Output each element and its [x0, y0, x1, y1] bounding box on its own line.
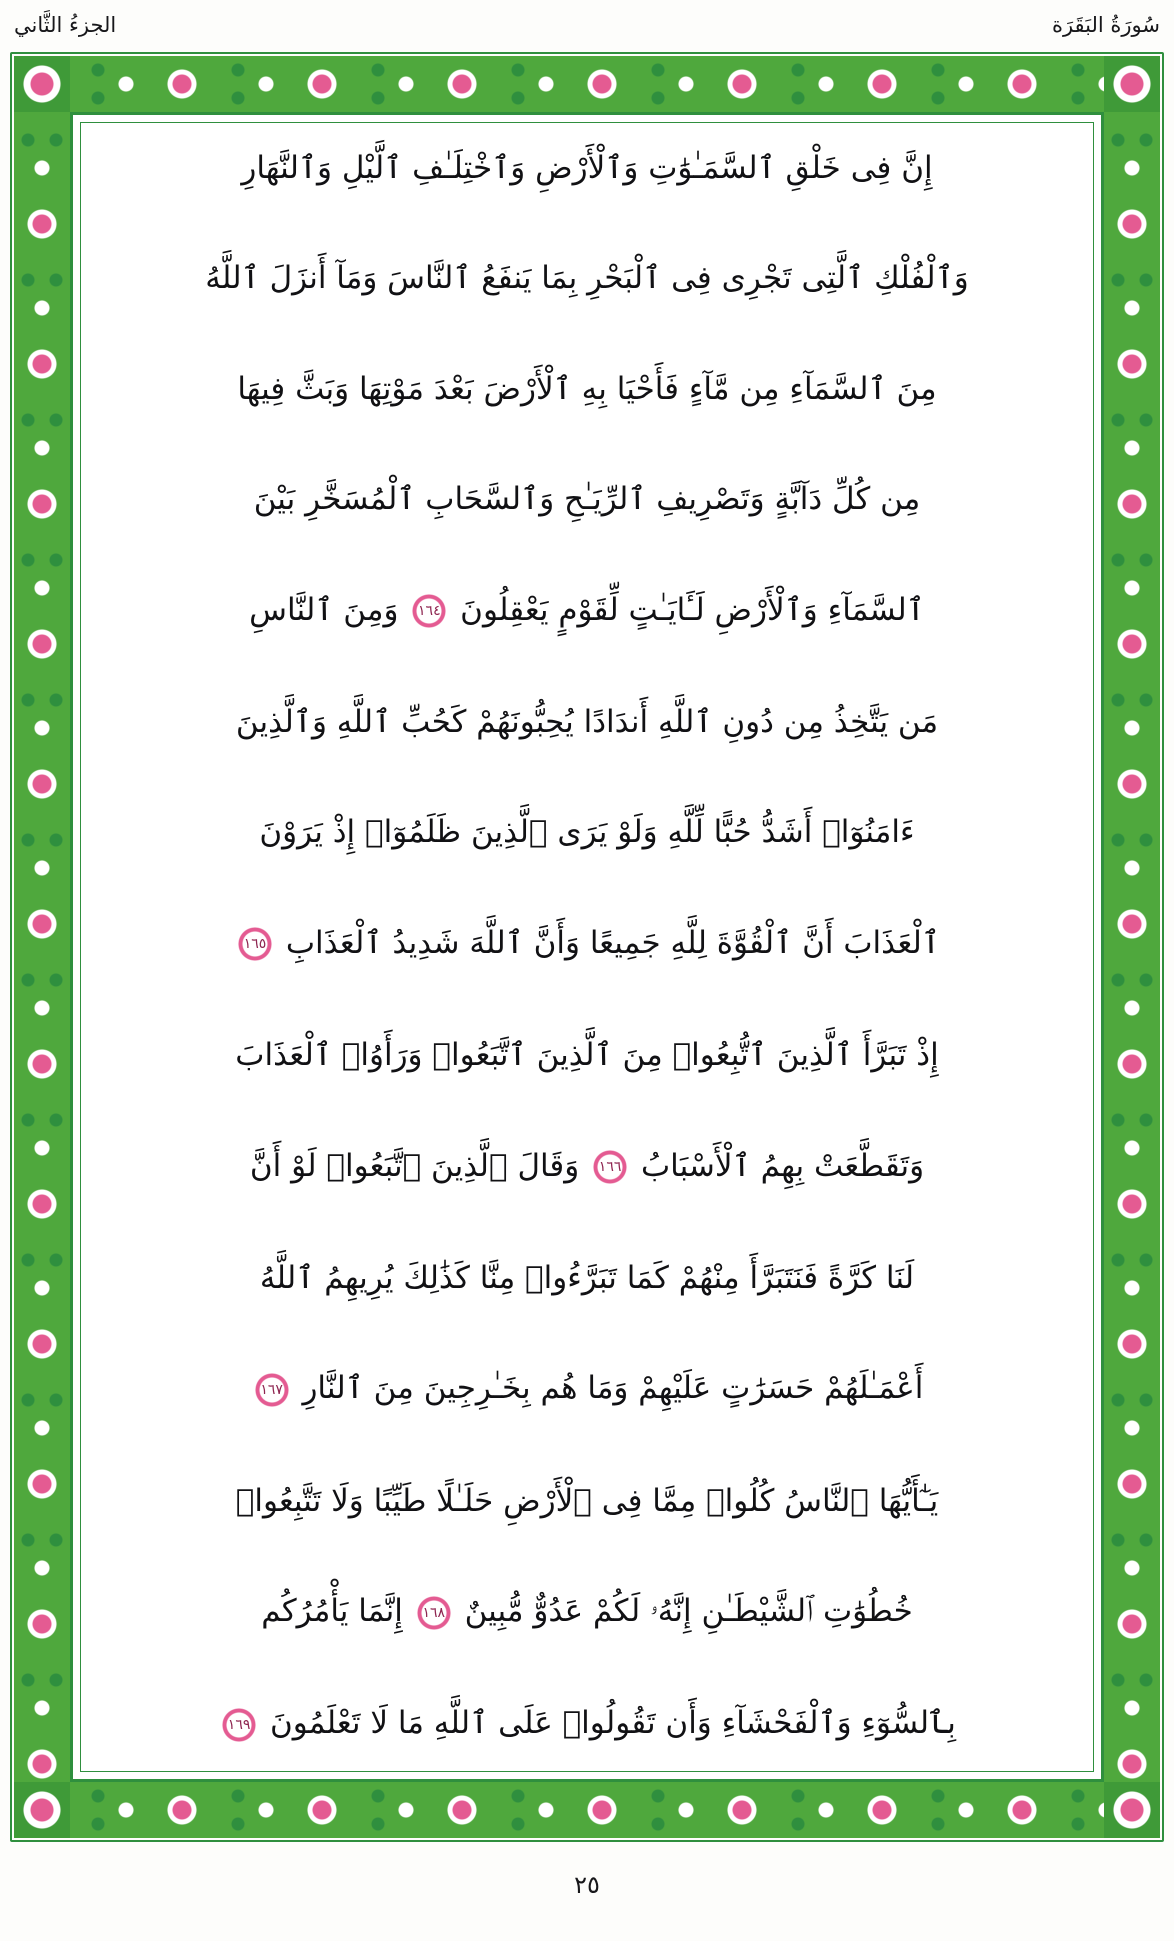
- ayah-number-marker: ١٦٨: [417, 1596, 451, 1630]
- ayah-line: [100, 1039, 1074, 1072]
- ayah-text: ٱلْعَذَابَ أَنَّ ٱلْقُوَّةَ لِلَّهِ جَمِيعًا وَأَنَّ ٱللَّهَ شَدِيدُ ٱلْعَذَابِ: [285, 924, 941, 961]
- ayah-line: [100, 1707, 1074, 1742]
- ayah-text-continued: إِنَّمَا يَأْمُرُكُم: [261, 1593, 403, 1630]
- ayah-line: [100, 703, 1074, 740]
- ayah-text: إِذْ تَبَرَّأَ ٱلَّذِينَ ٱتُّبِعُوا۟ مِنَ ٱلَّذِينَ ٱتَّبَعُوا۟ وَرَأَوُا۟ ٱلْعَذَابَ: [235, 1037, 939, 1074]
- surah-label: سُورَةُ البَقَرَة: [1051, 13, 1160, 38]
- ayah-line: [100, 1595, 1074, 1630]
- ayah-text: وَتَقَطَّعَتْ بِهِمُ ٱلْأَسْبَابُ: [640, 1147, 925, 1184]
- ayah-number-marker: ١٦٧: [255, 1373, 289, 1407]
- ayah-text: يَـٰٓأَيُّهَا ٱلنَّاسُ كُلُوا۟ مِمَّا فِى ٱلْأَرْضِ حَلَـٰلًا طَيِّبًا وَلَا تَتَّبِعُوا۟: [235, 1482, 939, 1519]
- ayah-text-continued: وَمِنَ ٱلنَّاسِ: [249, 591, 399, 628]
- ayah-number-marker: ١٦٥: [238, 927, 272, 961]
- ayah-text: ءَامَنُوٓا۟ أَشَدُّ حُبًّا لِّلَّهِ وَلَوْ يَرَى ٱلَّذِينَ ظَلَمُوٓا۟ إِذْ يَرَوْنَ: [259, 814, 915, 851]
- ayah-text: ٱلسَّمَآءِ وَٱلْأَرْضِ لَـَٔايَـٰتٍ لِّقَوْمٍ يَعْقِلُونَ: [460, 591, 925, 628]
- ayah-number-marker: ١٦٩: [222, 1708, 256, 1742]
- ayah-text: بِٱلسُّوٓءِ وَٱلْفَحْشَآءِ وَأَن تَقُولُوا۟ عَلَى ٱللَّهِ مَا لَا تَعْلَمُونَ: [269, 1705, 956, 1742]
- ayah-text: مِن كُلِّ دَآبَّةٍ وَتَصْرِيفِ ٱلرِّيَـٰحِ وَٱلسَّحَابِ ٱلْمُسَخَّرِ بَيْنَ: [253, 481, 921, 518]
- ayah-text: أَعْمَـٰلَهُمْ حَسَرَٰتٍ عَلَيْهِمْ وَمَا هُم بِخَـٰرِجِينَ مِنَ ٱلنَّارِ: [302, 1370, 924, 1407]
- ayah-text: مِنَ ٱلسَّمَآءِ مِن مَّآءٍ فَأَحْيَا بِهِ ٱلْأَرْضَ بَعْدَ مَوْتِهَا وَبَثَّ فِيهَا: [237, 370, 937, 407]
- ayah-line: [100, 591, 1074, 629]
- quran-text-block: [94, 136, 1080, 1758]
- ayah-text: خُطُوَٰتِ ٱلشَّيْطَـٰنِ إِنَّهُۥ لَكُمْ عَدُوٌّ مُّبِينٌ: [464, 1593, 913, 1630]
- page-header: [0, 6, 1174, 46]
- juz-label: الجزءُ الثَّاني: [14, 13, 117, 38]
- ayah-line: [100, 483, 1074, 516]
- ayah-number-marker: ١٦٦: [593, 1150, 627, 1184]
- ayah-text: لَنَا كَرَّةً فَنَتَبَرَّأَ مِنْهُمْ كَمَا تَبَرَّءُوا۟ مِنَّا كَذَٰلِكَ يُرِيهِمُ ٱللَّهُ: [259, 1259, 915, 1296]
- ayah-line: [100, 262, 1074, 295]
- ayah-line: [100, 816, 1074, 849]
- ayah-line: [100, 152, 1074, 185]
- ayah-number-marker: ١٦٤: [412, 594, 446, 628]
- ayah-text-continued: وَقَالَ ٱلَّذِينَ ٱتَّبَعُوا۟ لَوْ أَنَّ: [249, 1147, 580, 1184]
- ayah-line: [100, 1259, 1074, 1296]
- ayah-text: وَٱلْفُلْكِ ٱلَّتِى تَجْرِى فِى ٱلْبَحْرِ بِمَا يَنفَعُ ٱلنَّاسَ وَمَآ أَنزَلَ ٱللَّهُ: [205, 260, 969, 297]
- page-number: ٢٥: [574, 1871, 600, 1899]
- ayah-line: [100, 924, 1074, 962]
- ayah-text: مَن يَتَّخِذُ مِن دُونِ ٱللَّهِ أَندَادًا يُحِبُّونَهُمْ كَحُبِّ ٱللَّهِ وَٱلَّذِينَ: [235, 703, 939, 740]
- ayah-line: [100, 1482, 1074, 1519]
- ornamental-frame: [10, 52, 1164, 1842]
- ayah-line: [100, 1372, 1074, 1407]
- ayah-line: [100, 1147, 1074, 1185]
- ayah-text: إِنَّ فِى خَلْقِ ٱلسَّمَـٰوَٰتِ وَٱلْأَرْضِ وَٱخْتِلَـٰفِ ٱلَّيْلِ وَٱلنَّهَارِ: [241, 150, 933, 186]
- ayah-line: [100, 370, 1074, 407]
